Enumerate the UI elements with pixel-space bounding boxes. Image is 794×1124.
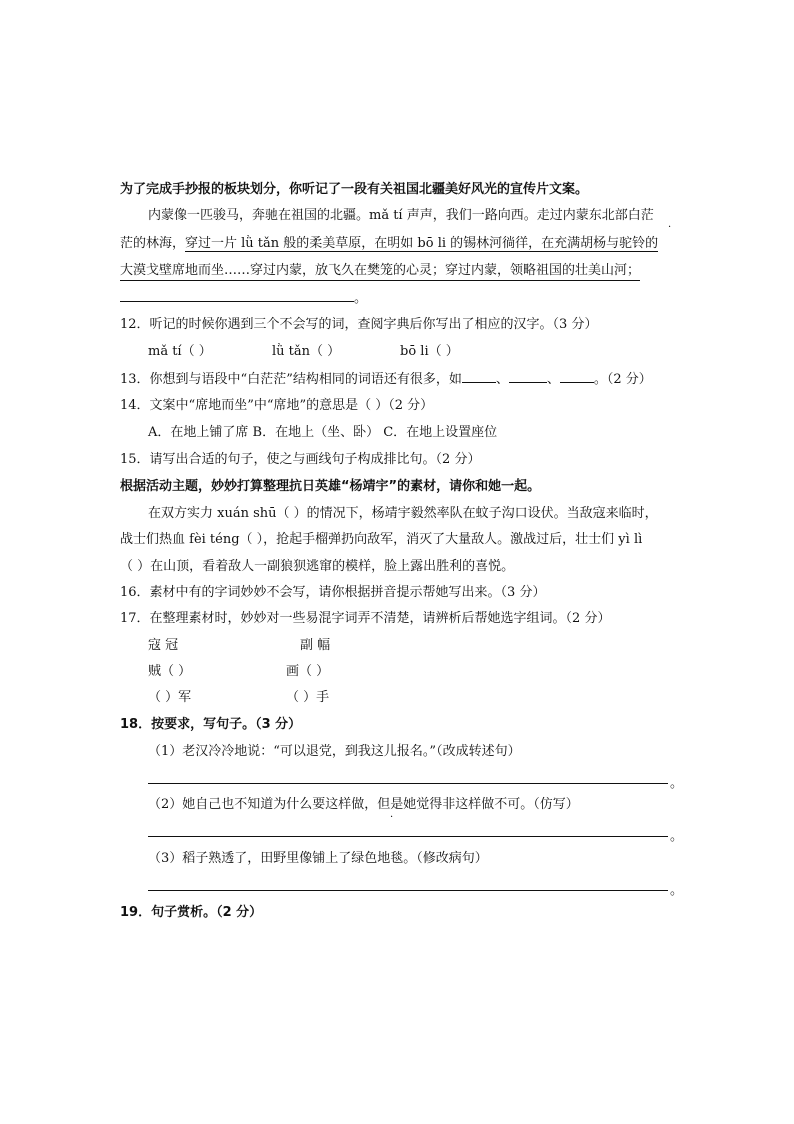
q18-line-1-period: 。 — [670, 776, 684, 791]
question-19-stem: 19．句子赏析。（2 分） — [120, 905, 263, 920]
q13-separator-2: 、 — [546, 372, 560, 387]
q17-row1-a[interactable]: 贼（ ） — [148, 664, 192, 679]
passage-line-2 — [120, 235, 658, 253]
underlined-sentence-1: 穿过一片 lǜ tǎn 般的柔美草原，在明如 bō li 的锡林河徜徉，在充满胡杨与驼铃的 — [185, 236, 659, 251]
q18-answer-line-3[interactable] — [148, 890, 668, 891]
passage-line-1: 内蒙像一匹骏马，奔驰在祖国的北疆。mǎ tí 声声，我们一路向西。走过内蒙东北部白茫 — [148, 208, 654, 223]
material-line-2: 战士们热血 fèi téng（ ），抢起手榴弹扔向敌军，消灭了大量敌人。激战过后，壮士们 yì lì — [120, 532, 643, 547]
passage-blank[interactable] — [120, 289, 354, 302]
q18-sentence-2: （2）她自己也不知道为什么要这样做，但是她觉得非这样做不可。（仿写） — [148, 797, 579, 812]
question-18-stem: 18．按要求，写句子。（3 分） — [120, 717, 302, 732]
section-intro-1: 为了完成手抄报的板块划分，你听记了一段有关祖国北疆美好风光的宣传片文案。 — [120, 182, 589, 197]
q18-line-2-period: 。 — [670, 829, 684, 844]
q12-pinyin-2[interactable]: lǜ tǎn（ ） — [272, 344, 341, 359]
q13-blank-3[interactable] — [560, 370, 594, 383]
q13-blank-2[interactable] — [509, 370, 547, 383]
question-15-stem: 15．请写出合适的句子，使之与画线句子构成排比句。（2 分） — [120, 452, 481, 467]
passage-end-period: 。 — [354, 291, 368, 306]
question-14-stem: 14．文案中“席地而坐”中“席地”的意思是（ ）（2 分） — [120, 398, 434, 413]
question-17-stem: 17．在整理素材时，妙妙对一些易混字词弄不清楚，请辨析后帮她选字组词。（2 分） — [120, 611, 611, 626]
material-line-3: （ ）在山顶，看着敌人一副狼狈逃窜的模样，脸上露出胜利的喜悦。 — [120, 559, 515, 574]
emphasis-dot-2: · — [390, 812, 394, 823]
q13-separator-1: 、 — [495, 372, 509, 387]
material-line-1: 在双方实力 xuán shū（ ）的情况下，杨靖宇毅然率队在蚊子沟口设伏。当敌寇来临时， — [148, 506, 658, 521]
question-12-stem: 12．听记的时候你遇到三个不会写的词，查阅字典后你写出了相应的汉字。（3 分） — [120, 317, 598, 332]
underlined-sentence-2: 大漠戈壁席地而坐……穿过内蒙，放飞久在樊笼的心灵；穿过内蒙，领略祖国的壮美山河； — [120, 262, 640, 281]
q17-row2-a[interactable]: （ ）军 — [148, 690, 192, 705]
q13-stem-end: 。（2 分） — [593, 372, 652, 387]
section-intro-2: 根据活动主题，妙妙打算整理抗日英雄“杨靖宇”的素材，请你和她一起。 — [120, 479, 541, 494]
q13-blank-1[interactable] — [462, 370, 496, 383]
emphasis-dot: · — [668, 222, 672, 233]
q13-stem-start: 13．你想到与语段中“白茫茫”结构相同的词语还有很多，如 — [120, 372, 462, 387]
q12-pinyin-3[interactable]: bō li（ ） — [400, 344, 459, 359]
passage-line-2-start: 茫的林海， — [120, 236, 186, 251]
q18-sentence-3: （3）稻子熟透了，田野里像铺上了绿色地毯。（修改病句） — [148, 851, 488, 866]
q18-sentence-1: （1）老汉冷冷地说：“可以退党，到我这儿报名。”（改成转述句） — [148, 744, 521, 759]
q18-line-3-period: 。 — [670, 883, 684, 898]
q17-row1-b[interactable]: 画（ ） — [286, 664, 330, 679]
q17-pair-2: 副 幅 — [300, 638, 331, 653]
passage-blank-line[interactable] — [120, 289, 367, 308]
q17-pair-1: 寇 冠 — [148, 638, 179, 653]
q17-row2-b[interactable]: （ ）手 — [286, 690, 330, 705]
q18-answer-line-2[interactable] — [148, 836, 668, 837]
q12-pinyin-1[interactable]: mǎ tí（ ） — [148, 344, 212, 359]
q18-answer-line-1[interactable] — [148, 783, 668, 784]
question-16-stem: 16．素材中有的字词妙妙不会写，请你根据拼音提示帮她写出来。（3 分） — [120, 585, 546, 600]
q14-options[interactable]: A．在地上铺了席 B．在地上（坐、卧） C．在地上设置座位 — [148, 425, 498, 440]
question-13 — [120, 370, 652, 389]
